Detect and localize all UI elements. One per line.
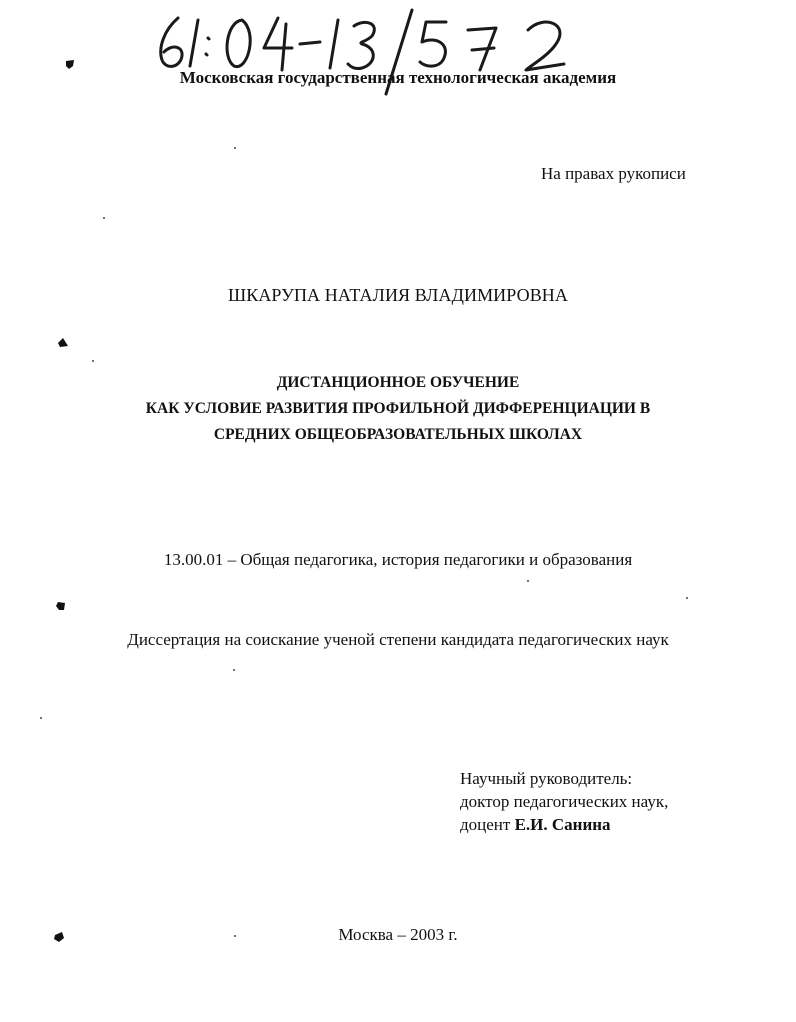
scan-speck <box>527 580 529 582</box>
advisor-name: Е.И. Санина <box>514 815 611 834</box>
scan-speck <box>686 597 688 599</box>
scan-speck <box>234 147 236 149</box>
title-line: ДИСТАНЦИОННОЕ ОБУЧЕНИЕ <box>276 374 520 391</box>
institution-name: Московская государственная технологическая академия <box>179 68 617 87</box>
punch-hole-mark <box>64 58 76 70</box>
city-year: Москва – 2003 г. <box>338 925 458 944</box>
title-line: СРЕДНИХ ОБЩЕОБРАЗОВАТЕЛЬНЫХ ШКОЛАХ <box>213 426 583 443</box>
scan-speck <box>233 669 235 671</box>
scan-speck <box>40 717 42 719</box>
scan-speck <box>92 360 94 362</box>
punch-hole-mark <box>55 600 67 612</box>
dissertation-title <box>0 370 796 448</box>
dissertation-degree-line: Диссертация на соискание ученой степени кандидата педагогических наук <box>127 630 669 649</box>
specialty-code: 13.00.01 – Общая педагогика, история педагогики и образования <box>163 550 633 569</box>
advisor-label: Научный руководитель: <box>460 769 633 788</box>
author-name: ШКАРУПА НАТАЛИЯ ВЛАДИМИРОВНА <box>227 285 569 305</box>
scan-speck <box>234 935 236 937</box>
advisor-degree: доктор педагогических наук, <box>460 792 669 811</box>
advisor-position: доцент <box>460 815 511 834</box>
title-line: КАК УСЛОВИЕ РАЗВИТИЯ ПРОФИЛЬНОЙ ДИФФЕРЕНЦИАЦИИ В <box>145 400 651 417</box>
punch-hole-mark <box>53 931 65 943</box>
advisor-position-line <box>460 813 668 836</box>
rights-note: На правах рукописи <box>541 164 686 183</box>
scientific-advisor <box>460 767 668 836</box>
scan-speck <box>103 217 105 219</box>
punch-hole-mark <box>57 337 69 349</box>
